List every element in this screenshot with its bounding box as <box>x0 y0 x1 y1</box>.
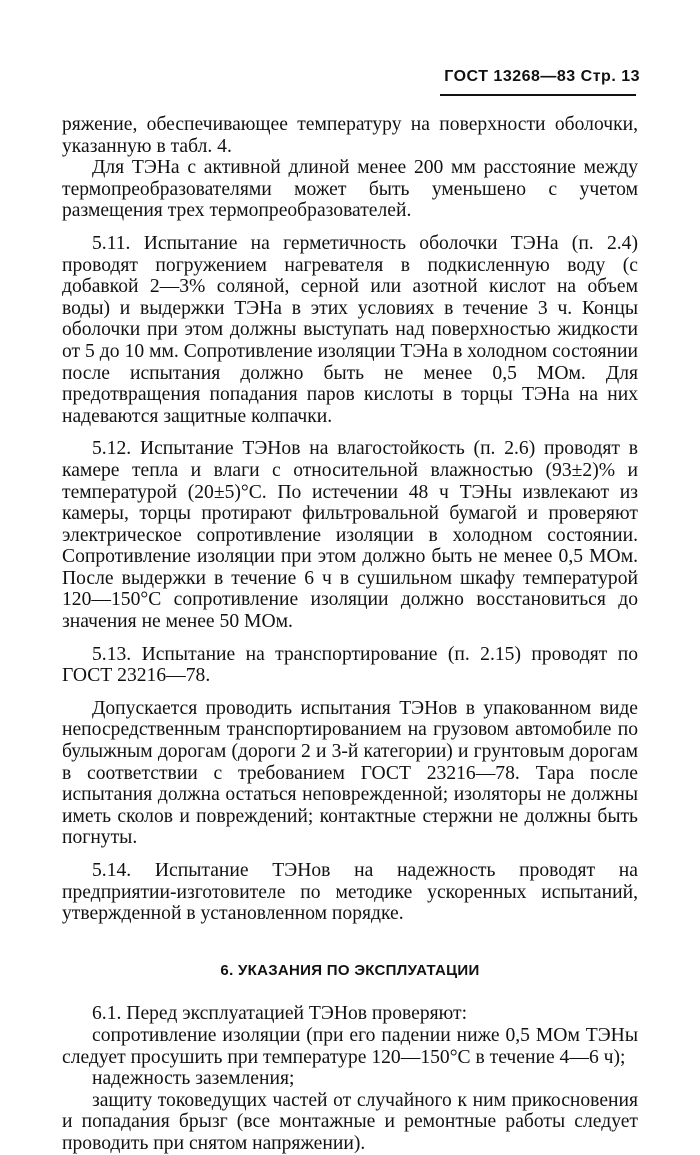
section-6-title: 6. УКАЗАНИЯ ПО ЭКСПЛУАТАЦИИ <box>220 961 480 979</box>
paragraph-5-13: 5.13. Испытание на транспортирование (п. 2.15) проводят по ГОСТ 23216—78. <box>62 643 638 687</box>
list-item-grounding: надежность заземления; <box>92 1068 295 1090</box>
paragraph-5-12: 5.12. Испытание ТЭНов на влагостойкость (п. 2.6) проводят в камере тепла и влаги с относительной влажностью (93±2)% и температурой (20±5)°С. По истечении 48 ч ТЭНы извлекают из камеры, торцы протирают фильтровальной бумагой и проверяют электрическое сопротивление изоляции в холодном состоянии. Сопротивление изоляции при этом должно быть не менее 0,5 МОм. После выдержки в течение 6 ч в сушильном шкафу температурой 120—150°С сопротивление изоляции должно восстановиться до значения не менее 50 МОм. <box>62 438 638 633</box>
paragraph-5-14: 5.14. Испытание ТЭНов на надежность проводят на предприятии-изготовителе по методике ускоренных испытаний, утвержденной в установленном порядке. <box>62 860 638 925</box>
page-header: ГОСТ 13268—83 Стр. 13 <box>444 68 640 85</box>
paragraph-ten-length: Для ТЭНа с активной длиной менее 200 мм расстояние между термопреобразователями может быть уменьшено с учетом размещения трех термопреобразователей. <box>62 157 638 222</box>
list-item-insulation: сопротивление изоляции (при его падении ниже 0,5 МОм ТЭНы следует просушить при температуре 120—150°С в течение 4—6 ч); <box>62 1024 638 1068</box>
list-item-protection: защиту токоведущих частей от случайного к ним прикосновения и попадания брызг (все монтажные и ремонтные работы следует проводить при снятом напряжении). <box>62 1089 638 1154</box>
document-body <box>62 114 638 1155</box>
paragraph-continuation: ряжение, обеспечивающее температуру на поверхности оболочки, указанную в табл. 4. <box>62 114 638 157</box>
paragraph-transport-allowance: Допускается проводить испытания ТЭНов в упакованном виде непосредственным транспортированием на грузовом автомобиле по булыжным дорогам (дороги 2 и 3-й категории) и грунтовым дорогам в соответствии с требованием ГОСТ 23216—78. Тара после испытания должна остаться неповрежденной; изоляторы не должны иметь сколов и повреждений; контактные стержни не должны быть погнуты. <box>62 697 638 849</box>
header-rule <box>440 94 636 96</box>
paragraph-6-1: 6.1. Перед эксплуатацией ТЭНов проверяют: <box>92 1003 468 1025</box>
paragraph-5-11: 5.11. Испытание на герметичность оболочки ТЭНа (п. 2.4) проводят погружением нагревателя в подкисленную воду (с добавкой 2—3% соляной, серной или азотной кислот на объем воды) и выдержки ТЭНа в этих условиях в течение 3 ч. Концы оболочки при этом должны выступать над поверхностью жидкости от 5 до 10 мм. Сопротивление изоляции ТЭНа в холодном состоянии после испытания должно быть не менее 0,5 МОм. Для предотвращения попадания паров кислоты в торцы ТЭНа на них надеваются защитные колпачки. <box>62 232 638 427</box>
